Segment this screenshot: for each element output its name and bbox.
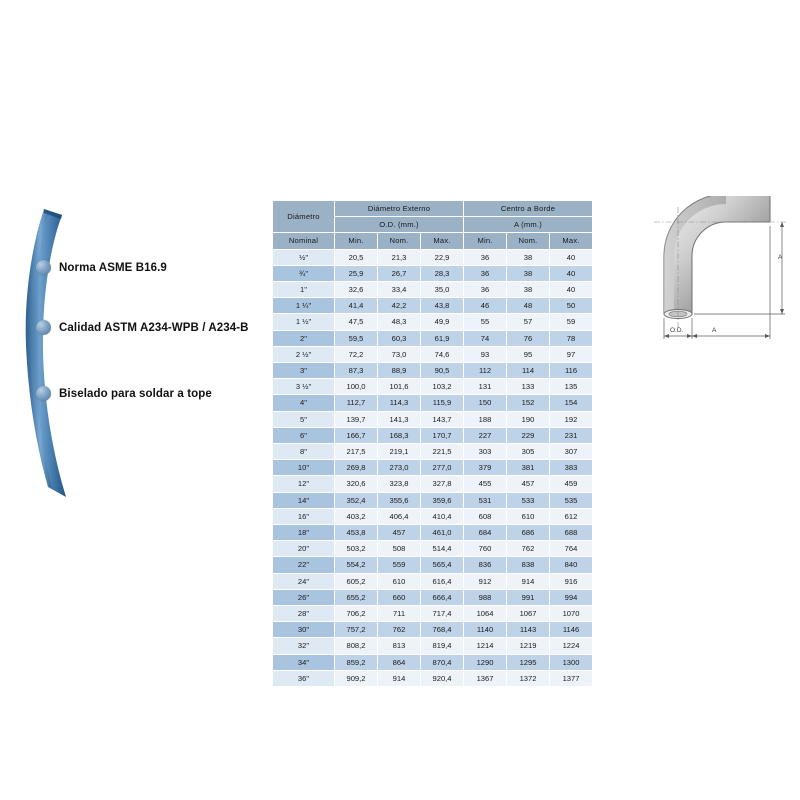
table-row xyxy=(273,444,593,460)
cell-od-max: 277,0 xyxy=(421,460,464,476)
cell-od-max: 170,7 xyxy=(421,427,464,443)
cell-a-nom: 1143 xyxy=(507,622,550,638)
cell-od-max: 22,9 xyxy=(421,249,464,265)
cell-nominal: 3" xyxy=(273,363,335,379)
cell-a-min: 455 xyxy=(464,476,507,492)
cell-a-min: 55 xyxy=(464,314,507,330)
cell-od-nom: 355,6 xyxy=(378,492,421,508)
cell-od-min: 139,7 xyxy=(335,411,378,427)
table-row xyxy=(273,427,593,443)
cell-a-nom: 38 xyxy=(507,249,550,265)
cell-nominal: 8" xyxy=(273,444,335,460)
cell-nominal: 1" xyxy=(273,282,335,298)
cell-od-max: 565,4 xyxy=(421,557,464,573)
cell-od-max: 819,4 xyxy=(421,638,464,654)
cell-nominal: 1 ½" xyxy=(273,314,335,330)
table-row xyxy=(273,282,593,298)
cell-od-nom: 406,4 xyxy=(378,508,421,524)
table-row xyxy=(273,525,593,541)
cell-od-min: 320,6 xyxy=(335,476,378,492)
cell-od-min: 32,6 xyxy=(335,282,378,298)
dimensions-table-container xyxy=(272,200,592,687)
cell-od-nom: 711 xyxy=(378,606,421,622)
cell-od-nom: 762 xyxy=(378,622,421,638)
cell-od-nom: 610 xyxy=(378,573,421,589)
cell-a-min: 36 xyxy=(464,282,507,298)
cell-nominal: 26" xyxy=(273,589,335,605)
header-diameter: Diámetro xyxy=(273,201,335,233)
cell-a-min: 912 xyxy=(464,573,507,589)
table-row xyxy=(273,654,593,670)
cell-a-max: 840 xyxy=(550,557,593,573)
cell-nominal: 3 ½" xyxy=(273,379,335,395)
cell-a-max: 192 xyxy=(550,411,593,427)
cell-od-min: 166,7 xyxy=(335,427,378,443)
cell-od-min: 605,2 xyxy=(335,573,378,589)
cell-od-max: 514,4 xyxy=(421,541,464,557)
header-od-max: Max. xyxy=(421,233,464,249)
cell-nominal: 30" xyxy=(273,622,335,638)
cell-a-max: 459 xyxy=(550,476,593,492)
table-row xyxy=(273,541,593,557)
cell-od-max: 35,0 xyxy=(421,282,464,298)
cell-od-nom: 508 xyxy=(378,541,421,557)
cell-a-min: 36 xyxy=(464,249,507,265)
pipe-illustration xyxy=(18,205,78,505)
header-od-min: Min. xyxy=(335,233,378,249)
table-row xyxy=(273,314,593,330)
cell-od-nom: 323,8 xyxy=(378,476,421,492)
cell-od-nom: 273,0 xyxy=(378,460,421,476)
cell-od-nom: 914 xyxy=(378,670,421,686)
header-a-min: Min. xyxy=(464,233,507,249)
cell-a-max: 116 xyxy=(550,363,593,379)
cell-nominal: 20" xyxy=(273,541,335,557)
cell-a-min: 93 xyxy=(464,346,507,362)
table-body xyxy=(273,249,593,686)
cell-od-min: 20,5 xyxy=(335,249,378,265)
cell-nominal: 32" xyxy=(273,638,335,654)
cell-od-nom: 42,2 xyxy=(378,298,421,314)
cell-a-min: 1064 xyxy=(464,606,507,622)
cell-a-max: 40 xyxy=(550,282,593,298)
cell-a-min: 1367 xyxy=(464,670,507,686)
header-a-nom: Nom. xyxy=(507,233,550,249)
cell-a-nom: 305 xyxy=(507,444,550,460)
cell-a-max: 135 xyxy=(550,379,593,395)
cell-a-max: 612 xyxy=(550,508,593,524)
cell-od-min: 269,8 xyxy=(335,460,378,476)
cell-od-max: 717,4 xyxy=(421,606,464,622)
cell-a-nom: 76 xyxy=(507,330,550,346)
table-header-row-sub xyxy=(273,233,593,249)
table-row xyxy=(273,492,593,508)
cell-od-max: 115,9 xyxy=(421,395,464,411)
cell-a-nom: 1295 xyxy=(507,654,550,670)
table-header xyxy=(273,201,593,250)
cell-a-nom: 1372 xyxy=(507,670,550,686)
cell-a-max: 154 xyxy=(550,395,593,411)
cell-od-max: 768,4 xyxy=(421,622,464,638)
cell-a-max: 383 xyxy=(550,460,593,476)
table-row xyxy=(273,249,593,265)
cell-a-nom: 190 xyxy=(507,411,550,427)
cell-nominal: 12" xyxy=(273,476,335,492)
cell-a-min: 1214 xyxy=(464,638,507,654)
cell-nominal: 2 ½" xyxy=(273,346,335,362)
cell-a-nom: 48 xyxy=(507,298,550,314)
cell-nominal: 2" xyxy=(273,330,335,346)
cell-a-max: 1070 xyxy=(550,606,593,622)
cell-nominal: 28" xyxy=(273,606,335,622)
cell-a-max: 994 xyxy=(550,589,593,605)
table-row xyxy=(273,573,593,589)
bullet-dot-icon xyxy=(36,260,51,275)
cell-od-nom: 813 xyxy=(378,638,421,654)
cell-od-max: 103,2 xyxy=(421,379,464,395)
cell-od-min: 47,5 xyxy=(335,314,378,330)
cell-od-min: 403,2 xyxy=(335,508,378,524)
cell-od-nom: 26,7 xyxy=(378,265,421,281)
cell-a-min: 188 xyxy=(464,411,507,427)
cell-od-max: 920,4 xyxy=(421,670,464,686)
table-row xyxy=(273,411,593,427)
elbow-technical-drawing xyxy=(648,196,793,346)
cell-od-min: 25,9 xyxy=(335,265,378,281)
cell-a-nom: 838 xyxy=(507,557,550,573)
cell-od-nom: 88,9 xyxy=(378,363,421,379)
cell-a-min: 988 xyxy=(464,589,507,605)
cell-nominal: 10" xyxy=(273,460,335,476)
cell-a-nom: 114 xyxy=(507,363,550,379)
cell-a-nom: 229 xyxy=(507,427,550,443)
cell-a-nom: 686 xyxy=(507,525,550,541)
cell-od-min: 59,5 xyxy=(335,330,378,346)
cell-od-max: 327,8 xyxy=(421,476,464,492)
header-od-units: O.D. (mm.) xyxy=(335,217,464,233)
cell-od-min: 909,2 xyxy=(335,670,378,686)
cell-a-max: 1146 xyxy=(550,622,593,638)
cell-a-nom: 38 xyxy=(507,282,550,298)
cell-a-min: 112 xyxy=(464,363,507,379)
cell-a-max: 40 xyxy=(550,265,593,281)
cell-nominal: 24" xyxy=(273,573,335,589)
cell-a-max: 1377 xyxy=(550,670,593,686)
cell-a-nom: 991 xyxy=(507,589,550,605)
cell-od-min: 453,8 xyxy=(335,525,378,541)
table-row xyxy=(273,265,593,281)
cell-a-nom: 1067 xyxy=(507,606,550,622)
dimension-label-a-horizontal: A xyxy=(712,327,717,334)
table-row xyxy=(273,670,593,686)
note-row-standard xyxy=(36,260,167,275)
cell-od-min: 72,2 xyxy=(335,346,378,362)
cell-od-max: 359,6 xyxy=(421,492,464,508)
cell-a-min: 131 xyxy=(464,379,507,395)
header-nominal: Nominal xyxy=(273,233,335,249)
cell-a-min: 74 xyxy=(464,330,507,346)
cell-a-nom: 457 xyxy=(507,476,550,492)
cell-a-min: 36 xyxy=(464,265,507,281)
cell-a-max: 307 xyxy=(550,444,593,460)
cell-nominal: 5" xyxy=(273,411,335,427)
cell-a-nom: 381 xyxy=(507,460,550,476)
cell-od-max: 43,8 xyxy=(421,298,464,314)
cell-a-min: 684 xyxy=(464,525,507,541)
dimension-label-a-vertical: A xyxy=(778,254,783,261)
cell-od-max: 143,7 xyxy=(421,411,464,427)
cell-a-min: 760 xyxy=(464,541,507,557)
cell-a-max: 97 xyxy=(550,346,593,362)
cell-nominal: ½" xyxy=(273,249,335,265)
cell-a-max: 50 xyxy=(550,298,593,314)
cell-nominal: 6" xyxy=(273,427,335,443)
cell-od-max: 90,5 xyxy=(421,363,464,379)
cell-a-min: 1290 xyxy=(464,654,507,670)
cell-a-nom: 762 xyxy=(507,541,550,557)
table-row xyxy=(273,622,593,638)
cell-a-max: 1224 xyxy=(550,638,593,654)
cell-od-max: 28,3 xyxy=(421,265,464,281)
cell-od-nom: 457 xyxy=(378,525,421,541)
cell-od-nom: 21,3 xyxy=(378,249,421,265)
table-row xyxy=(273,379,593,395)
cell-a-max: 916 xyxy=(550,573,593,589)
header-a-max: Max. xyxy=(550,233,593,249)
note-row-bevel xyxy=(36,386,212,401)
cell-a-min: 46 xyxy=(464,298,507,314)
cell-a-nom: 38 xyxy=(507,265,550,281)
cell-a-min: 379 xyxy=(464,460,507,476)
table-row xyxy=(273,476,593,492)
cell-nominal: 18" xyxy=(273,525,335,541)
table-row xyxy=(273,508,593,524)
cell-a-min: 303 xyxy=(464,444,507,460)
cell-od-max: 61,9 xyxy=(421,330,464,346)
cell-od-min: 87,3 xyxy=(335,363,378,379)
cell-a-max: 40 xyxy=(550,249,593,265)
cell-a-nom: 133 xyxy=(507,379,550,395)
cell-a-max: 59 xyxy=(550,314,593,330)
table-row xyxy=(273,589,593,605)
cell-od-nom: 60,3 xyxy=(378,330,421,346)
table-row xyxy=(273,330,593,346)
cell-od-min: 859,2 xyxy=(335,654,378,670)
cell-a-nom: 914 xyxy=(507,573,550,589)
bullet-dot-icon xyxy=(36,320,51,335)
table-row xyxy=(273,363,593,379)
left-illustration-panel xyxy=(0,180,270,530)
cell-od-max: 461,0 xyxy=(421,525,464,541)
cell-od-nom: 864 xyxy=(378,654,421,670)
cell-nominal: 1 ¼" xyxy=(273,298,335,314)
cell-od-min: 808,2 xyxy=(335,638,378,654)
cell-od-max: 221,5 xyxy=(421,444,464,460)
note-row-quality xyxy=(36,320,249,335)
cell-od-max: 410,4 xyxy=(421,508,464,524)
cell-od-min: 757,2 xyxy=(335,622,378,638)
cell-od-max: 616,4 xyxy=(421,573,464,589)
cell-a-max: 764 xyxy=(550,541,593,557)
cell-nominal: 34" xyxy=(273,654,335,670)
cell-od-min: 352,4 xyxy=(335,492,378,508)
table-header-row-groups xyxy=(273,201,593,217)
cell-a-min: 227 xyxy=(464,427,507,443)
cell-a-min: 1140 xyxy=(464,622,507,638)
cell-a-nom: 95 xyxy=(507,346,550,362)
cell-od-min: 100,0 xyxy=(335,379,378,395)
note-label-standard: Norma ASME B16.9 xyxy=(59,261,167,274)
cell-od-min: 706,2 xyxy=(335,606,378,622)
cell-a-max: 78 xyxy=(550,330,593,346)
cell-od-min: 655,2 xyxy=(335,589,378,605)
cell-od-nom: 168,3 xyxy=(378,427,421,443)
cell-od-min: 217,5 xyxy=(335,444,378,460)
cell-a-min: 836 xyxy=(464,557,507,573)
cell-a-min: 608 xyxy=(464,508,507,524)
dimensions-table xyxy=(272,200,593,687)
cell-a-max: 688 xyxy=(550,525,593,541)
cell-od-max: 870,4 xyxy=(421,654,464,670)
cell-od-min: 112,7 xyxy=(335,395,378,411)
table-row xyxy=(273,606,593,622)
cell-nominal: 22" xyxy=(273,557,335,573)
elbow-drawing-svg xyxy=(648,196,793,346)
cell-a-max: 231 xyxy=(550,427,593,443)
header-od-nom: Nom. xyxy=(378,233,421,249)
cell-a-max: 535 xyxy=(550,492,593,508)
note-label-quality: Calidad ASTM A234-WPB / A234-B xyxy=(59,321,249,334)
header-center-to-end: Centro a Borde xyxy=(464,201,593,217)
table-row xyxy=(273,395,593,411)
cell-od-max: 49,9 xyxy=(421,314,464,330)
cell-od-min: 554,2 xyxy=(335,557,378,573)
header-outside-diameter: Diámetro Externo xyxy=(335,201,464,217)
cell-nominal: 16" xyxy=(273,508,335,524)
cell-od-nom: 219,1 xyxy=(378,444,421,460)
cell-a-nom: 57 xyxy=(507,314,550,330)
bullet-dot-icon xyxy=(36,386,51,401)
table-row xyxy=(273,346,593,362)
cell-a-nom: 533 xyxy=(507,492,550,508)
cell-a-nom: 1219 xyxy=(507,638,550,654)
cell-od-max: 666,4 xyxy=(421,589,464,605)
cell-nominal: ¾" xyxy=(273,265,335,281)
cell-od-min: 41,4 xyxy=(335,298,378,314)
cell-a-nom: 152 xyxy=(507,395,550,411)
cell-od-nom: 559 xyxy=(378,557,421,573)
cell-nominal: 36" xyxy=(273,670,335,686)
cell-od-nom: 114,3 xyxy=(378,395,421,411)
cell-a-min: 531 xyxy=(464,492,507,508)
header-a-units: A (mm.) xyxy=(464,217,593,233)
cell-a-min: 150 xyxy=(464,395,507,411)
cell-nominal: 14" xyxy=(273,492,335,508)
cell-od-nom: 33,4 xyxy=(378,282,421,298)
cell-od-nom: 101,6 xyxy=(378,379,421,395)
note-label-bevel: Biselado para soldar a tope xyxy=(59,387,212,400)
cell-od-nom: 660 xyxy=(378,589,421,605)
cell-nominal: 4" xyxy=(273,395,335,411)
cell-od-min: 503,2 xyxy=(335,541,378,557)
cell-a-nom: 610 xyxy=(507,508,550,524)
cell-od-nom: 73,0 xyxy=(378,346,421,362)
table-row xyxy=(273,298,593,314)
cell-od-nom: 141,3 xyxy=(378,411,421,427)
table-row xyxy=(273,557,593,573)
table-row xyxy=(273,460,593,476)
cell-od-max: 74,6 xyxy=(421,346,464,362)
dimension-label-od: O.D. xyxy=(670,327,684,334)
table-row xyxy=(273,638,593,654)
cell-od-nom: 48,3 xyxy=(378,314,421,330)
cell-a-max: 1300 xyxy=(550,654,593,670)
